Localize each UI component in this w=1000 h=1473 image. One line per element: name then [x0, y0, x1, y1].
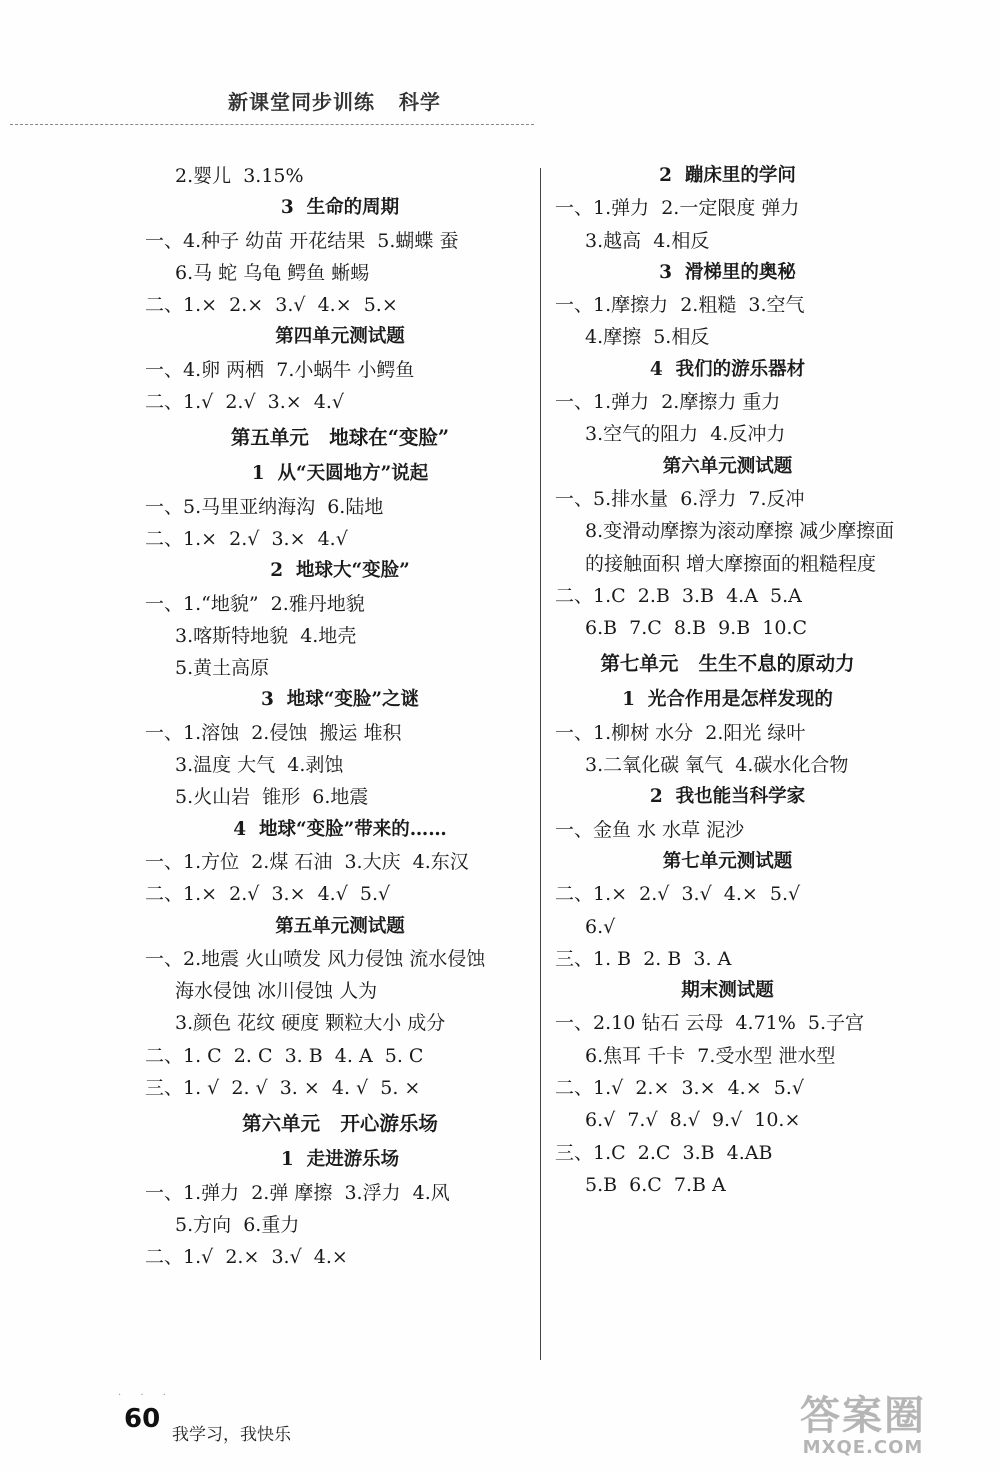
section-title: 第四单元测试题 — [275, 326, 405, 348]
section-title: 第七单元测试题 — [662, 850, 793, 872]
answer-line-continued: 5.方向 6.重力 — [175, 1213, 300, 1236]
section-title: 1 走进游乐场 — [280, 1149, 400, 1171]
answer-line-continued: 海水侵蚀 冰川侵蚀 人为 — [175, 980, 378, 1003]
answer-line: 三、1.C 2.C 3.B 4.AB — [555, 1141, 773, 1164]
answer-line-continued: 的接触面积 增大摩擦面的粗糙程度 — [585, 552, 877, 575]
footer-decoration: · · · — [118, 1390, 174, 1401]
answer-line-continued: 2.婴儿 3.15% — [175, 165, 304, 187]
answer-line-continued: 6.B 7.C 8.B 9.B 10.C — [585, 617, 808, 640]
answer-line-continued: 3.空气的阻力 4.反冲力 — [585, 423, 786, 446]
answer-line: 二、1.√ 2.× 3.× 4.× 5.√ — [555, 1077, 804, 1100]
answer-line-continued: 8.变滑动摩擦为滚动摩擦 减少摩擦面 — [585, 520, 895, 543]
header-rule — [10, 124, 534, 125]
answer-line: 一、2.地震 火山喷发 风力侵蚀 流水侵蚀 — [145, 947, 486, 970]
answer-line-continued: 6.马 蛇 乌龟 鳄鱼 蜥蜴 — [175, 261, 370, 284]
section-title: 3 滑梯里的奥秘 — [659, 261, 796, 283]
answer-line-continued: 3.二氧化碳 氧气 4.碳水化合物 — [585, 754, 849, 777]
page-number: 60 — [124, 1404, 161, 1434]
answer-line: 二、1.C 2.B 3.B 4.A 5.A — [555, 584, 802, 607]
answer-line-continued: 3.越高 4.相反 — [585, 229, 710, 252]
answer-line: 三、1. B 2. B 3. A — [555, 947, 732, 970]
answer-line-continued: 5.黄土高原 — [175, 657, 270, 680]
section-title: 1 从“天圆地方”说起 — [251, 463, 429, 485]
answer-line: 一、1.溶蚀 2.侵蚀 搬运 堆积 — [145, 721, 402, 744]
answer-line: 二、1.× 2.√ 3.× 4.√ — [145, 527, 348, 550]
answer-line-continued: 3.温度 大气 4.剥蚀 — [175, 754, 344, 777]
book-header-title: 新课堂同步训练 科学 — [228, 90, 441, 114]
section-title: 2 我也能当科学家 — [649, 786, 806, 808]
watermark-logo-text: 答案圈 — [800, 1393, 926, 1439]
right-column — [555, 160, 900, 1201]
answer-line-continued: 5.B 6.C 7.B A — [585, 1173, 726, 1196]
answer-line: 一、1.弹力 2.一定限度 弹力 — [555, 197, 800, 220]
answer-line: 一、4.卵 两栖 7.小蜗牛 小鳄鱼 — [145, 358, 415, 381]
site-watermark — [800, 1395, 926, 1458]
answer-line-continued: 6.√ 7.√ 8.√ 9.√ 10.× — [585, 1109, 801, 1132]
column-divider — [540, 168, 541, 1360]
unit-title: 第七单元 生生不息的原动力 — [600, 652, 855, 676]
unit-title: 第六单元 开心游乐场 — [242, 1112, 438, 1136]
answer-line: 一、1.柳树 水分 2.阳光 绿叶 — [555, 721, 806, 744]
answer-line: 三、1. √ 2. √ 3. × 4. √ 5. × — [145, 1077, 421, 1100]
answer-line-continued: 6.焦耳 千卡 7.受水型 泄水型 — [585, 1044, 836, 1067]
answer-line-continued: 3.颜色 花纹 硬度 颗粒大小 成分 — [175, 1012, 446, 1035]
answer-line: 二、1.√ 2.× 3.√ 4.× — [145, 1246, 348, 1269]
answer-line: 二、1.× 2.√ 3.√ 4.× 5.√ — [555, 883, 801, 906]
answer-line: 一、5.马里亚纳海沟 6.陆地 — [145, 495, 384, 518]
section-title: 第六单元测试题 — [662, 455, 793, 477]
left-column — [145, 160, 535, 1274]
answer-line: 一、1.摩擦力 2.粗糙 3.空气 — [555, 294, 805, 317]
footer-slogan: 我学习，我快乐 — [172, 1425, 291, 1445]
answer-line: 二、1.× 2.√ 3.× 4.√ 5.√ — [145, 883, 391, 906]
answer-line: 二、1.× 2.× 3.√ 4.× 5.× — [145, 294, 398, 317]
answer-line: 一、1.“地貌” 2.雅丹地貌 — [145, 592, 365, 615]
answer-line-continued: 3.喀斯特地貌 4.地壳 — [175, 624, 357, 647]
section-title: 第五单元测试题 — [275, 915, 405, 937]
watermark-url: MXQE.COM — [802, 1437, 924, 1458]
answer-line: 一、5.排水量 6.浮力 7.反冲 — [555, 487, 805, 510]
answer-line: 一、1.弹力 2.弹 摩擦 3.浮力 4.风 — [145, 1181, 450, 1204]
section-title: 3 生命的周期 — [280, 197, 400, 219]
section-title: 2 地球大“变脸” — [270, 560, 410, 582]
answer-line: 二、1.√ 2.√ 3.× 4.√ — [145, 391, 344, 414]
answer-line: 一、2.10 钻石 云母 4.71% 5.子宫 — [555, 1012, 865, 1035]
answer-line: 一、1.方位 2.煤 石油 3.大庆 4.东汉 — [145, 850, 469, 873]
section-title: 3 地球“变脸”之谜 — [260, 689, 420, 711]
unit-title: 第五单元 地球在“变脸” — [230, 426, 450, 450]
section-title: 4 我们的游乐器材 — [649, 358, 806, 380]
answer-line-continued: 5.火山岩 锥形 6.地震 — [175, 786, 369, 809]
section-title: 期末测试题 — [681, 980, 774, 1002]
answer-line-continued: 4.摩擦 5.相反 — [585, 326, 710, 349]
section-title: 4 地球“变脸”带来的…… — [233, 818, 447, 840]
answer-line: 一、1.弹力 2.摩擦力 重力 — [555, 391, 781, 414]
answer-line: 二、1. C 2. C 3. B 4. A 5. C — [145, 1044, 424, 1067]
section-title: 1 光合作用是怎样发现的 — [622, 689, 833, 711]
answer-line: 一、金鱼 水 水草 泥沙 — [555, 818, 745, 841]
section-title: 2 蹦床里的学问 — [659, 165, 796, 186]
answer-line: 一、4.种子 幼苗 开花结果 5.蝴蝶 蚕 — [145, 229, 459, 252]
answer-line-continued: 6.√ — [585, 915, 616, 938]
